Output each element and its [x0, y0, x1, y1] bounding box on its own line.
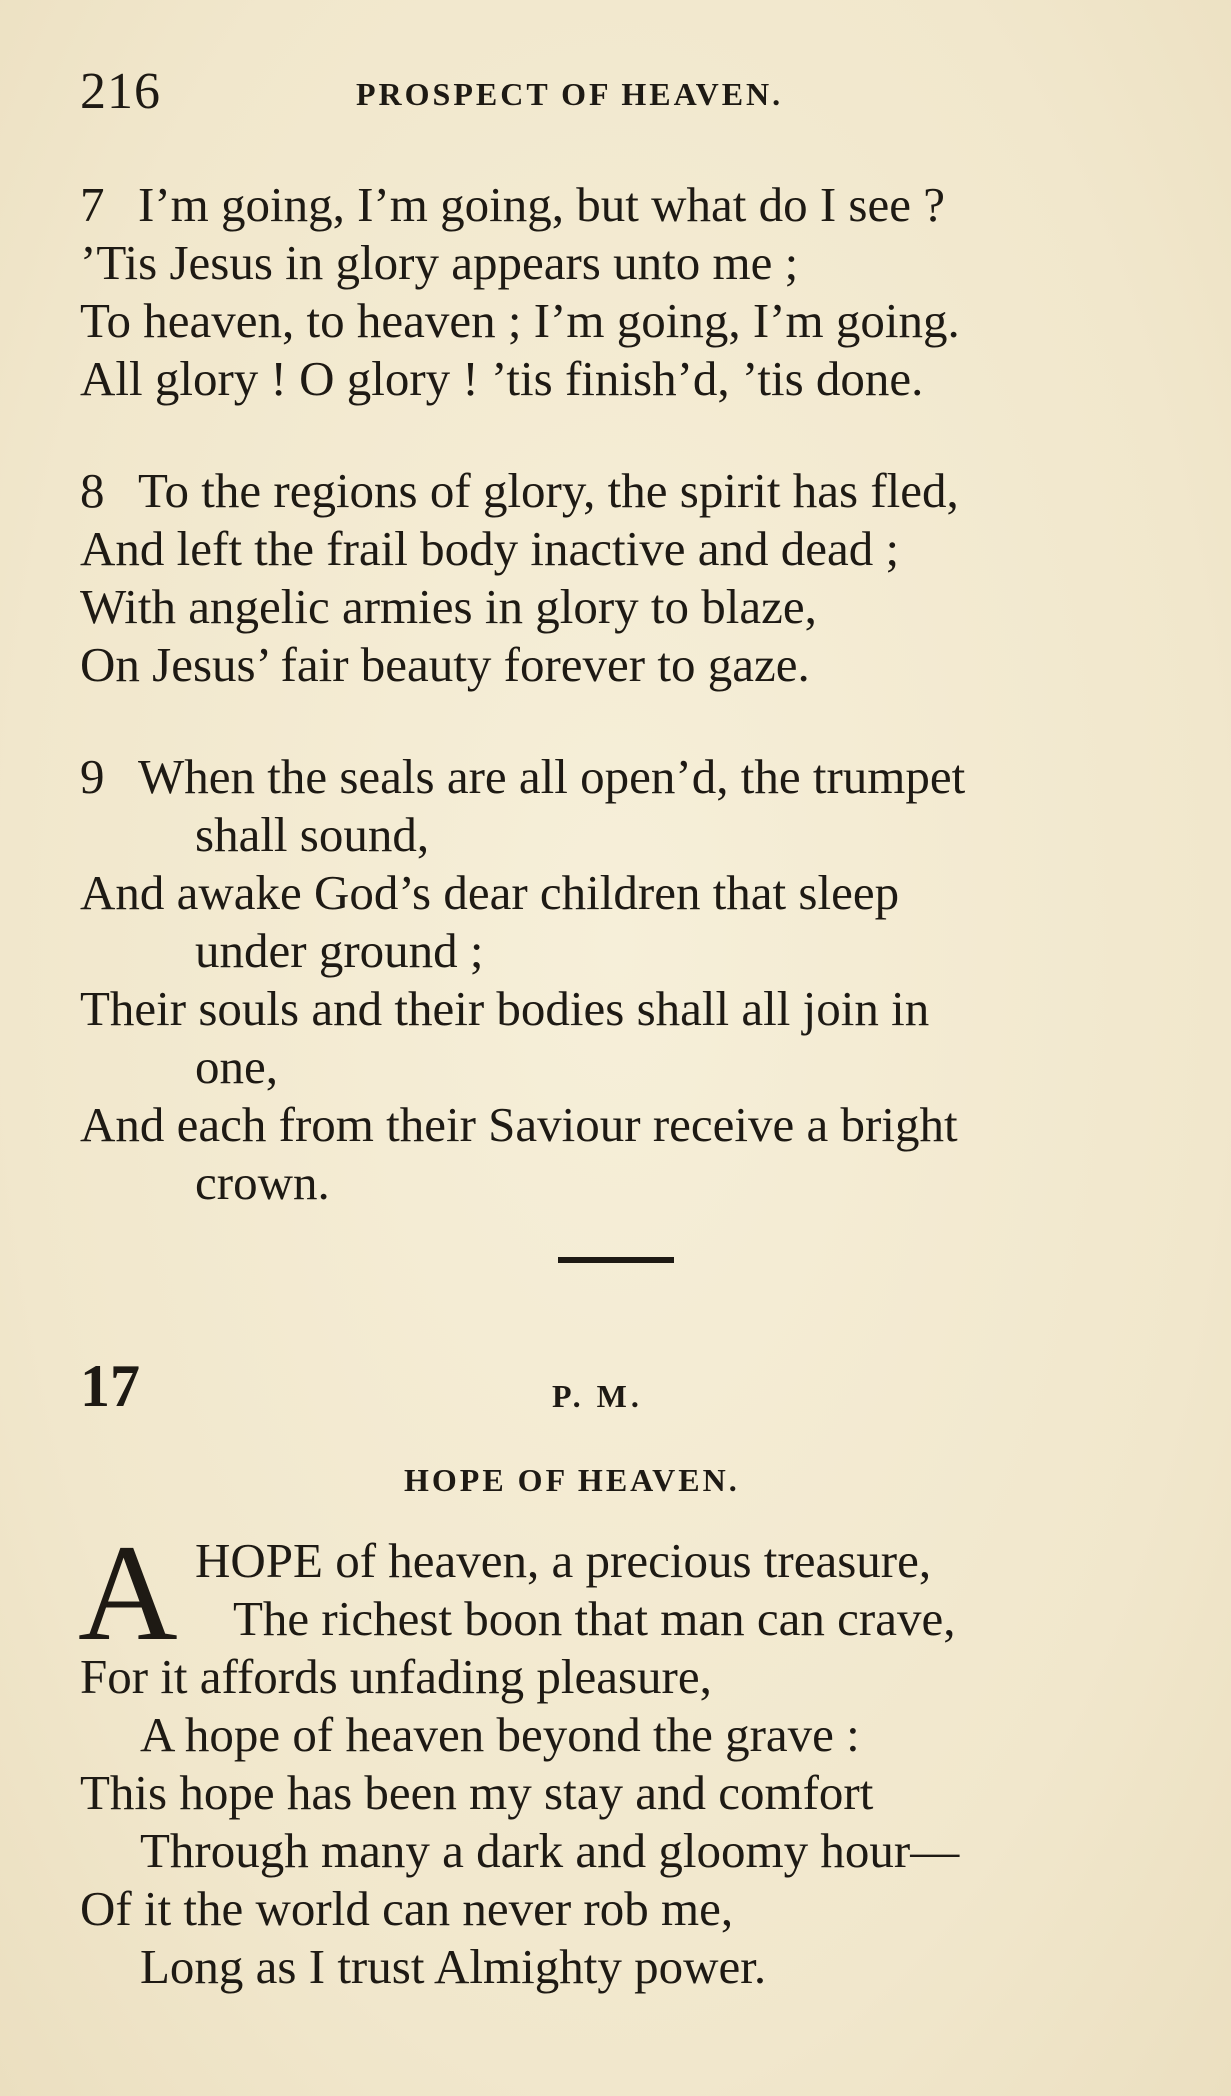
verse-line: And left the frail body inactive and dead ; — [80, 521, 900, 576]
page-number: 216 — [80, 63, 161, 120]
verse-line: Their souls and their bodies shall all join in — [80, 981, 930, 1036]
hymn-line: For it affords unfading pleasure, — [80, 1649, 712, 1704]
verse-number: 9 — [80, 749, 105, 804]
verse-line-continuation: one, — [195, 1039, 278, 1094]
verse-line: And each from their Saviour receive a bright — [80, 1097, 958, 1152]
verse-line-continuation: crown. — [195, 1155, 330, 1210]
verse-line: And awake God’s dear children that sleep — [80, 865, 900, 920]
verse-line-continuation: under ground ; — [195, 923, 484, 978]
section-divider — [558, 1257, 674, 1263]
hymn-meter: P. M. — [552, 1378, 643, 1414]
verse-number: 7 — [80, 177, 105, 232]
hymn-line: The richest boon that man can crave, — [233, 1591, 956, 1646]
verse-line: To heaven, to heaven ; I’m going, I’m going. — [80, 293, 960, 348]
hymn-line: A hope of heaven beyond the grave : — [140, 1707, 860, 1762]
verse-line-continuation: shall sound, — [195, 807, 430, 862]
verse-line: On Jesus’ fair beauty forever to gaze. — [80, 637, 810, 692]
hymn-line: Through many a dark and gloomy hour— — [140, 1823, 960, 1878]
verse-line: With angelic armies in glory to blaze, — [80, 579, 817, 634]
verse-number: 8 — [80, 463, 105, 518]
hymn-line: This hope has been my stay and comfort — [80, 1765, 874, 1820]
verse-line: When the seals are all open’d, the trumpet — [138, 749, 966, 804]
hymn-line: Long as I trust Almighty power. — [140, 1939, 767, 1994]
hymn-line: Of it the world can never rob me, — [80, 1881, 734, 1936]
hymn-line: HOPE of heaven, a precious treasure, — [195, 1533, 932, 1588]
hymn-number: 17 — [80, 1353, 140, 1419]
hymn-title: HOPE OF HEAVEN. — [404, 1462, 740, 1498]
verse-line: All glory ! O glory ! ’tis finish’d, ’tis done. — [80, 351, 924, 406]
verse-line: To the regions of glory, the spirit has fled, — [138, 463, 959, 518]
drop-cap: A — [78, 1516, 178, 1669]
verse-line: I’m going, I’m going, but what do I see ? — [138, 177, 945, 232]
verse-line: ’Tis Jesus in glory appears unto me ; — [80, 235, 799, 290]
running-title: PROSPECT OF HEAVEN. — [356, 76, 784, 112]
